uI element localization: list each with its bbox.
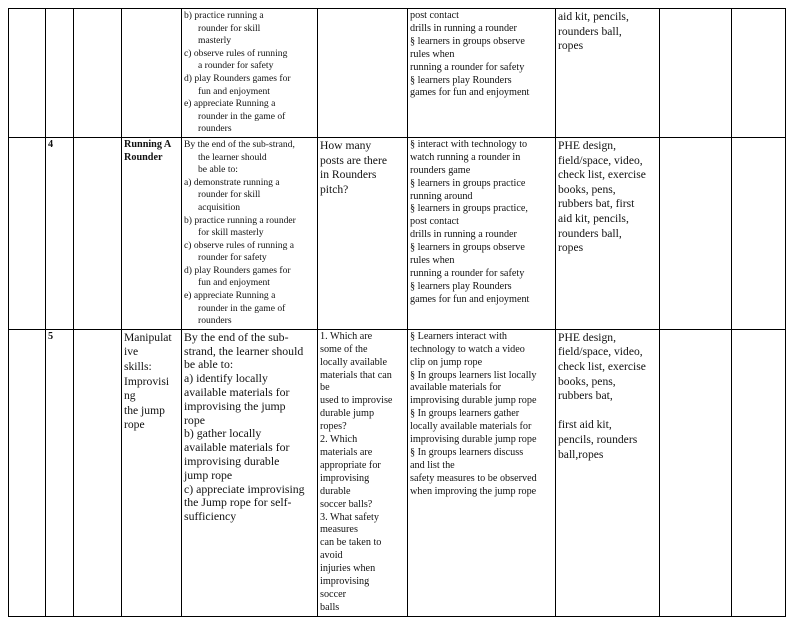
cell-line: field/space, video, — [558, 345, 643, 359]
questions-cell — [318, 9, 408, 138]
cell-line: games for fun and enjoyment — [410, 293, 530, 305]
cell-line: be — [320, 382, 330, 394]
strand-cell — [74, 9, 122, 138]
scheme-of-work-table — [8, 8, 786, 617]
activities-cell — [408, 329, 556, 616]
remarks-cell — [732, 329, 786, 616]
cell-line: e) appreciate Running a — [184, 98, 276, 110]
cell-line: jump rope — [184, 467, 233, 482]
cell-line: technology to watch a video — [410, 343, 525, 355]
cell-line: books, pens, — [558, 374, 616, 388]
objectives-cell — [182, 137, 318, 329]
cell-line: improvising durable jump rope — [410, 395, 537, 407]
cell-line: safety measures to be observed — [410, 472, 537, 484]
cell-line: rules when — [410, 48, 455, 60]
week-cell — [9, 329, 46, 616]
cell-line: when improving the jump rope — [410, 485, 537, 497]
remarks-cell — [732, 137, 786, 329]
cell-line: check list, exercise — [558, 360, 646, 374]
strand-cell — [74, 137, 122, 329]
cell-line: rounders game — [410, 164, 471, 176]
cell-line: § In groups learners list locally — [410, 369, 537, 381]
objectives-cell — [182, 9, 318, 138]
cell-line: b) practice running a — [184, 10, 264, 21]
cell-line: field/space, video, — [558, 153, 643, 167]
cell-line: e) appreciate Running a — [184, 290, 276, 302]
cell-line: available materials for — [410, 382, 502, 394]
cell-line: running around — [410, 190, 473, 202]
cell-line: soccer balls? — [320, 498, 373, 510]
resources-cell — [556, 329, 660, 616]
cell-line: available materials for — [184, 385, 290, 400]
cell-line: the jump — [124, 403, 165, 417]
cell-line: improvising — [320, 576, 370, 588]
cell-line: improvising durable jump rope — [410, 434, 537, 446]
cell-line: § learners in groups observe — [410, 35, 525, 47]
cell-line: 3. What safety — [320, 511, 379, 523]
cell-line: a) demonstrate running a — [184, 176, 280, 188]
cell-line: running a rounder for safety — [410, 61, 525, 73]
week-cell — [9, 9, 46, 138]
cell-line: § Learners interact with — [410, 330, 508, 342]
cell-line: strand, the learner should — [184, 343, 304, 358]
cell-line: a) identify locally — [184, 371, 268, 386]
cell-line: § In groups learners discuss — [410, 447, 524, 458]
cell-line: post contact — [410, 216, 459, 228]
cell-line: measures — [320, 524, 358, 536]
cell-line: rounder for safety — [198, 252, 267, 264]
cell-line: durable — [320, 485, 351, 497]
assessment-cell — [660, 9, 732, 138]
cell-line: PHE design, — [558, 330, 616, 344]
cell-line: the Jump rope for self- — [184, 495, 292, 510]
cell-line: 2. Which — [320, 434, 358, 446]
cell-line: rope — [184, 412, 205, 427]
table-row — [9, 329, 786, 616]
activities-cell — [408, 137, 556, 329]
cell-line: injuries when — [320, 563, 376, 575]
strand-cell — [74, 329, 122, 616]
cell-line: available materials for — [184, 440, 290, 455]
cell-line: ropes — [558, 39, 584, 53]
cell-line: § learners play Rounders — [410, 280, 512, 292]
resources-cell — [556, 9, 660, 138]
cell-line: pencils, rounders — [558, 433, 638, 446]
cell-line: for skill masterly — [198, 227, 264, 239]
cell-line: rubbers bat, — [558, 389, 613, 403]
cell-line — [558, 404, 657, 419]
cell-line: § interact with technology to — [410, 138, 528, 150]
cell-line: avoid — [320, 550, 343, 562]
assessment-cell — [660, 329, 732, 616]
cell-line: § learners play Rounders — [410, 74, 512, 86]
table-row — [9, 137, 786, 329]
cell-line: check list, exercise — [558, 168, 646, 182]
cell-line: books, pens, — [558, 182, 616, 196]
cell-line: c) observe rules of running a — [184, 239, 295, 251]
lesson-cell: 5 — [46, 329, 74, 616]
cell-line: clip on jump rope — [410, 356, 483, 368]
cell-line: rounder in the game of — [198, 110, 286, 122]
cell-line: be able to: — [198, 164, 238, 176]
cell-line: rounder for skill — [198, 22, 261, 34]
cell-line: pitch? — [320, 182, 349, 196]
cell-line: rules when — [410, 255, 455, 267]
cell-line: used to improvise — [320, 395, 393, 407]
cell-line: Running A — [124, 138, 172, 150]
cell-line: skills: — [124, 360, 152, 374]
cell-line: § learners in groups observe — [410, 242, 525, 254]
assessment-cell — [660, 137, 732, 329]
questions-cell — [318, 329, 408, 616]
cell-line: drills in running a rounder — [410, 229, 517, 241]
cell-line: locally available — [320, 356, 388, 368]
cell-line: a rounder for safety — [198, 60, 274, 72]
cell-line: PHE design, — [558, 138, 616, 152]
cell-line: By the end of the sub- — [184, 329, 289, 344]
cell-line: § In groups learners gather — [410, 408, 520, 420]
resources-cell — [556, 137, 660, 329]
substrand-cell — [122, 137, 182, 329]
objectives-cell — [182, 329, 318, 616]
cell-line: appropriate for — [320, 459, 381, 471]
cell-line: sufficiency — [184, 509, 237, 524]
cell-line: c) observe rules of running — [184, 47, 288, 59]
questions-cell — [318, 137, 408, 329]
cell-line: § learners in groups practice — [410, 177, 526, 189]
cell-line: Rounder — [124, 151, 163, 163]
cell-line: ropes — [558, 241, 584, 255]
cell-line: ropes? — [320, 421, 347, 433]
cell-line: rounders — [198, 315, 232, 327]
cell-line: d) play Rounders games for — [184, 264, 291, 276]
cell-line: b) gather locally — [184, 426, 262, 441]
cell-line: Improvisi — [124, 374, 170, 388]
cell-line: d) play Rounders games for — [184, 72, 291, 84]
cell-line: ball,ropes — [558, 447, 604, 461]
cell-line: improvising durable — [184, 454, 280, 469]
cell-line: rounders ball, — [558, 24, 622, 38]
lesson-cell — [46, 9, 74, 138]
cell-line: ng — [124, 389, 136, 403]
table-row — [9, 9, 786, 138]
cell-line: balls — [320, 601, 340, 613]
cell-line: first aid kit, — [558, 418, 612, 432]
cell-line: fun and enjoyment — [198, 85, 270, 97]
cell-line: posts are there — [320, 153, 387, 167]
cell-line: durable jump — [320, 408, 375, 420]
cell-line: games for fun and enjoyment — [410, 87, 530, 99]
cell-line: the learner should — [198, 151, 267, 163]
cell-line: rounders ball, — [558, 226, 622, 240]
cell-line: § learners in groups practice, — [410, 203, 528, 215]
lesson-cell: 4 — [46, 137, 74, 329]
cell-line: be able to: — [184, 357, 234, 372]
cell-line: acquisition — [198, 201, 241, 213]
activities-cell — [408, 9, 556, 138]
remarks-cell — [732, 9, 786, 138]
cell-line: and list the — [410, 459, 455, 471]
cell-line: materials are — [320, 447, 373, 458]
cell-line: locally available materials for — [410, 421, 532, 433]
cell-line: rounder in the game of — [198, 302, 286, 314]
cell-line: c) appreciate improvising — [184, 481, 305, 496]
cell-line: improvising the jump — [184, 398, 286, 413]
cell-line: rubbers bat, first — [558, 197, 635, 211]
substrand-cell — [122, 9, 182, 138]
week-cell — [9, 137, 46, 329]
cell-line: can be taken to — [320, 537, 382, 549]
cell-line: rounders — [198, 123, 232, 135]
cell-line: some of the — [320, 343, 368, 355]
cell-line: 1. Which are — [320, 330, 373, 342]
cell-line: drills in running a rounder — [410, 22, 517, 34]
cell-line: watch running a rounder in — [410, 151, 521, 163]
cell-line: b) practice running a rounder — [184, 214, 296, 226]
substrand-cell — [122, 329, 182, 616]
cell-line: ive — [124, 345, 139, 359]
cell-line: By the end of the sub-strand, — [184, 138, 295, 150]
cell-line: improvising — [320, 472, 370, 484]
cell-line: How many — [320, 138, 372, 152]
cell-line: fun and enjoyment — [198, 277, 270, 289]
cell-line: in Rounders — [320, 168, 377, 182]
cell-line: soccer — [320, 588, 347, 600]
cell-line: materials that can — [320, 369, 392, 381]
cell-line: Manipulat — [124, 330, 172, 344]
cell-line: aid kit, pencils, — [558, 10, 629, 23]
cell-line: aid kit, pencils, — [558, 211, 629, 225]
cell-line: masterly — [198, 35, 232, 47]
cell-line: rope — [124, 418, 145, 432]
cell-line: post contact — [410, 10, 459, 21]
cell-line: running a rounder for safety — [410, 268, 525, 279]
cell-line: rounder for skill — [198, 189, 261, 201]
